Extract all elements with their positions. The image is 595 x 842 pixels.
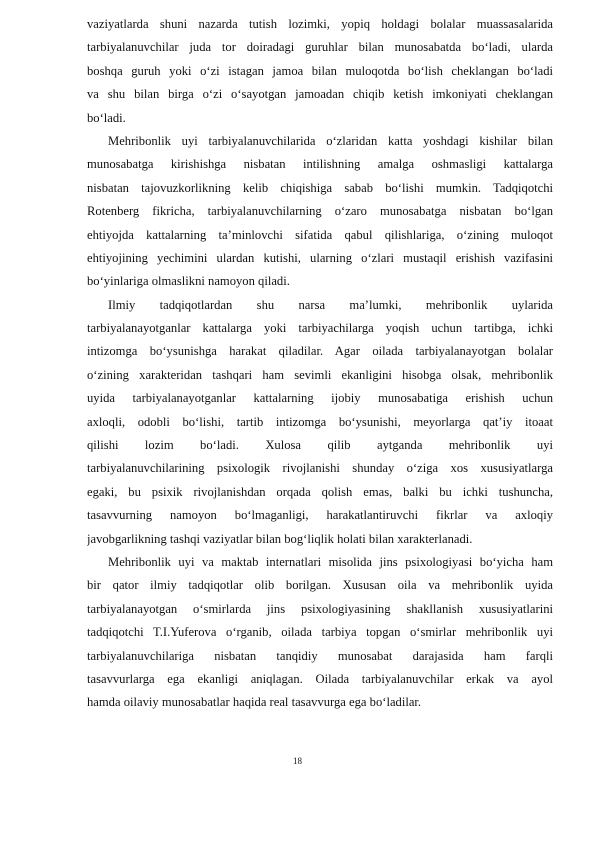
text-line: tasavvurning namoyon bo‘lmaganligi, harakatlantiruvchi fikrlar va axloqiy: [87, 508, 553, 523]
text-line: Rotenberg fikricha, tarbiyalanuvchilarning o‘zaro munosabatga nisbatan bo‘lgan: [87, 204, 553, 219]
text-line: Mehribonlik uyi tarbiyalanuvchilarida o‘zlaridan katta yoshdagi kishilar bilan: [108, 133, 553, 148]
text-line: nisbatan tajovuzkorlikning kelib chiqishiga sabab bo‘lishi mumkin. Tadqiqotchi: [87, 180, 553, 195]
text-line: egaki, bu psixik rivojlanishdan orqada qolish emas, balki bu ichki tushuncha,: [87, 484, 553, 499]
text-line: Mehribonlik uyi va maktab internatlari misolida jins psixologiyasi bo‘yicha ham: [108, 554, 553, 569]
text-line: munosabatga kirishishga nisbatan intilishning amalga oshmasligi kattalarga: [87, 157, 553, 172]
text-line: tasavvurlarga ega ekanligi aniqlagan. Oilada tarbiyalanuvchilar erkak va ayol: [87, 671, 553, 686]
text-line: hamda oilaviy munosabatlar haqida real tasavvurga ega bo‘ladilar.: [87, 695, 422, 710]
text-line: uyida tarbiyalanayotganlar kattalarning ijobiy munosabatiga erishish uchun: [87, 391, 553, 406]
text-line: ehtiyojining yechimini ulardan kutishi, ularning o‘zlari mustaqil erishish vazifasini: [87, 250, 553, 265]
text-line: axloqli, odobli bo‘lishi, tartib intizomga bo‘ysunishi, meyorlarga qat’iy itoaat: [87, 414, 553, 429]
text-line: tarbiyalanayotganlar kattalarga yoki tarbiyachilarga yoqish uchun tartibga, ichki: [87, 321, 553, 336]
text-line: javobgarlikning tashqi vaziyatlar bilan bog‘liqlik holati bilan xarakterlanadi.: [87, 531, 473, 546]
text-line: tarbiyalanuvchilar juda tor doiradagi guruhlar bilan munosabatda bo‘ladi, ularda: [87, 40, 553, 55]
text-line: vaziyatlarda shuni nazarda tutish lozimki, yopiq holdagi bolalar muassasalarida: [87, 17, 553, 31]
text-line: bir qator ilmiy tadqiqotlar olib borilgan. Xususan oila va mehribonlik uyida: [87, 578, 553, 593]
text-line: bo‘yinlariga olmaslikni namoyon qiladi.: [87, 274, 290, 289]
text-line: va shu bilan birga o‘zi o‘sayotgan jamoadan chiqib ketish imkoniyati cheklangan: [87, 87, 553, 102]
text-line: intizomga bo‘ysunishga harakat qiladilar. Agar oilada tarbiyalanayotgan bolalar: [87, 344, 553, 359]
text-line: qilishi lozim bo‘ladi. Xulosa qilib aytganda mehribonlik uyi: [87, 438, 553, 453]
text-line: tarbiyalanuvchilariga nisbatan tanqidiy munosabat darajasida ham farqli: [87, 648, 553, 663]
text-line: boshqa guruh yoki o‘zi istagan jamoa bilan muloqotda bo‘lish cheklangan bo‘ladi: [87, 63, 553, 78]
text-line: Ilmiy tadqiqotlardan shu narsa ma’lumki, mehribonlik uylarida: [108, 297, 553, 312]
text-line: ehtiyojda kattalarning ta’minlovchi sifatida qabul qilishlariga, o‘zining muloqot: [87, 227, 553, 242]
text-line: tarbiyalanayotgan o‘smirlarda jins psixologiyasining shakllanish xususiyatlarini: [87, 601, 553, 616]
text-line: bo‘ladi.: [87, 110, 126, 125]
text-line: o‘zining xarakteridan tashqari ham sevimli ekanligini hisobga olsak, mehribonlik: [87, 367, 553, 382]
body-text: [87, 13, 553, 715]
text-line: tadqiqotchi T.I.Yuferova o‘rganib, oilada tarbiya topgan o‘smirlar mehribonlik uyi: [87, 625, 553, 640]
text-line: tarbiyalanuvchilarining psixologik rivojlanishi shunday o‘ziga xos xususiyatlarga: [87, 461, 553, 476]
page-number: 18: [293, 756, 302, 766]
